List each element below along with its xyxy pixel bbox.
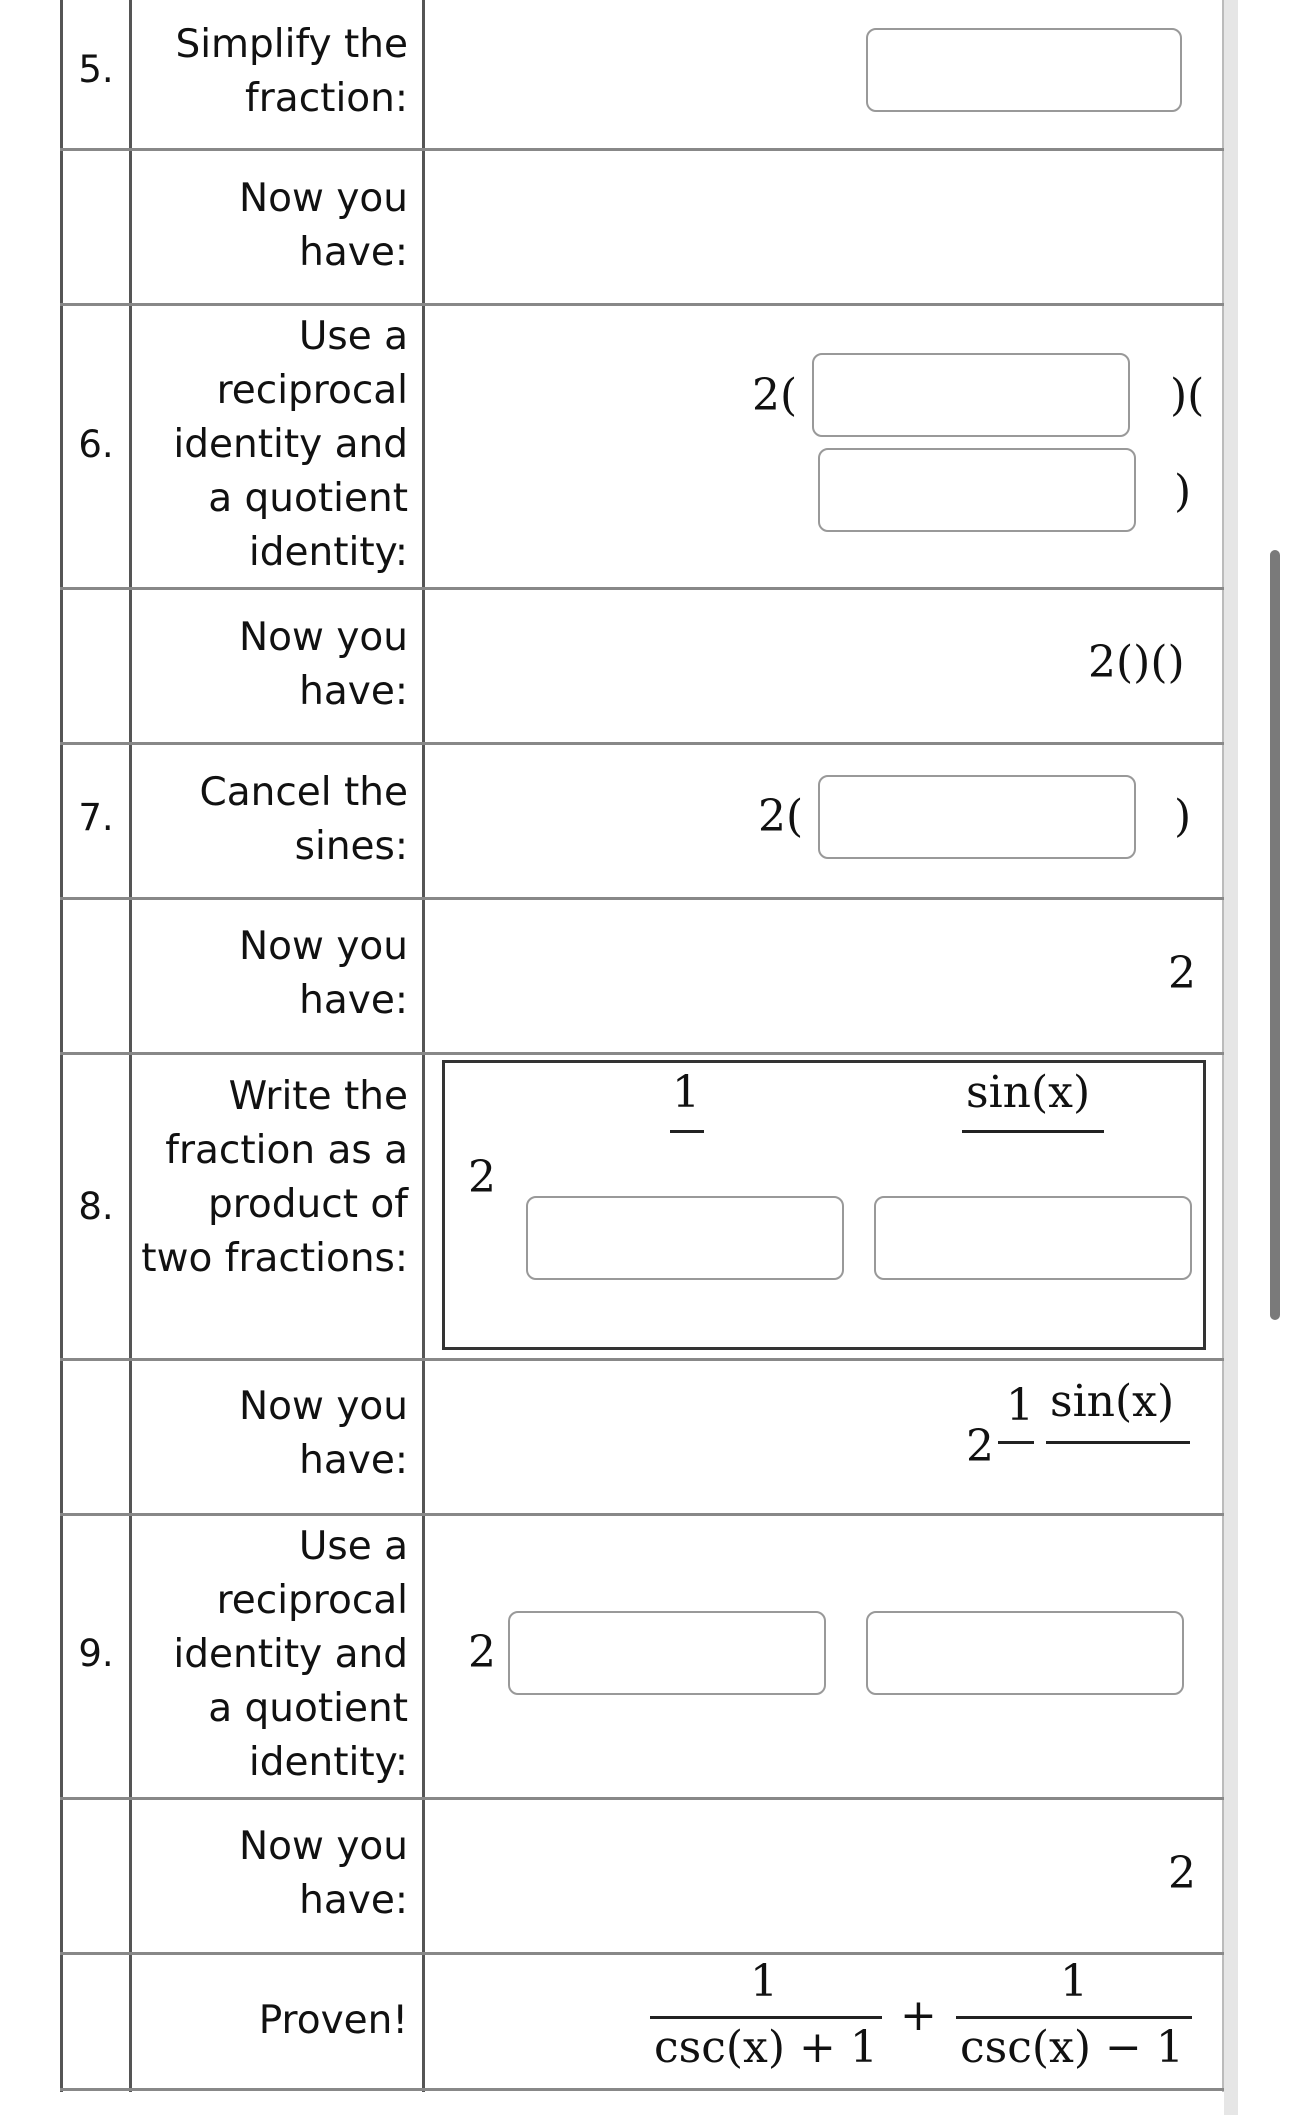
scrollbar-thumb[interactable]: [1270, 550, 1280, 1320]
row-divider: [60, 1358, 1228, 1361]
expression-text: 2: [1168, 948, 1196, 999]
fraction-numerator: sin(x): [966, 1067, 1091, 1118]
step-label: Use a reciprocal identity and a quotient identity:: [173, 1524, 408, 1785]
answer-input[interactable]: [866, 1611, 1184, 1695]
fraction-bar: [650, 2016, 882, 2019]
row-divider: [60, 1952, 1228, 1955]
fraction-denominator: csc(x) − 1: [960, 2022, 1184, 2073]
expression-text: 2: [966, 1421, 994, 1472]
fraction-bar: [1046, 1441, 1190, 1444]
step-number: 7.: [78, 796, 114, 839]
row-divider: [60, 2088, 1228, 2091]
expression-text: 2(: [758, 791, 804, 842]
step-number: 6.: [78, 423, 114, 466]
proven-label: Proven!: [258, 1998, 408, 2043]
expression-text: ): [1174, 466, 1192, 517]
answer-input[interactable]: [812, 353, 1130, 437]
row-divider: [60, 303, 1228, 306]
answer-input[interactable]: [866, 28, 1182, 112]
row-divider: [60, 1052, 1228, 1055]
step-label: Cancel the sines:: [199, 770, 408, 869]
expression-text: 2(: [752, 370, 798, 421]
expression-text: ): [1174, 791, 1192, 842]
row-divider: [60, 587, 1228, 590]
expression-text: )(: [1170, 370, 1205, 421]
fraction-denominator: csc(x) + 1: [654, 2022, 878, 2073]
step-label: Now you have:: [239, 1824, 408, 1923]
answer-input[interactable]: [508, 1611, 826, 1695]
step-label: Use a reciprocal identity and a quotient identity:: [173, 314, 408, 575]
fraction-numerator: 1: [1060, 1956, 1088, 2007]
fraction-numerator: 1: [672, 1067, 700, 1118]
answer-input[interactable]: [818, 775, 1136, 859]
step-label: Simplify the fraction:: [175, 22, 408, 121]
fraction-bar: [956, 2016, 1192, 2019]
expression-text: 2: [468, 1627, 496, 1678]
fraction-numerator: 1: [1006, 1380, 1034, 1431]
fraction-bar: [998, 1441, 1034, 1444]
answer-input[interactable]: [818, 448, 1136, 532]
scrollbar-track: [1224, 0, 1238, 2115]
plus-sign: +: [900, 1990, 937, 2041]
col-divider-label: [422, 0, 425, 2092]
step-label: Write the fraction as a product of two fractions:: [141, 1074, 408, 1281]
step-label: Now you have:: [239, 176, 408, 275]
step-number: 5.: [78, 48, 114, 91]
row-divider: [60, 148, 1228, 151]
col-divider-number: [129, 0, 132, 2092]
step-label: Now you have:: [239, 924, 408, 1023]
step-label: Now you have:: [239, 1384, 408, 1483]
answer-input[interactable]: [526, 1196, 844, 1280]
row-divider: [60, 897, 1228, 900]
expression-text: 2: [1168, 1848, 1196, 1899]
row-divider: [60, 742, 1228, 745]
fraction-bar: [962, 1130, 1104, 1133]
expression-text: 2: [468, 1152, 496, 1203]
row-divider: [60, 1513, 1228, 1516]
step-number: 8.: [78, 1185, 114, 1228]
row-divider: [60, 1797, 1228, 1800]
step-label: Now you have:: [239, 615, 408, 714]
step-number: 9.: [78, 1632, 114, 1675]
fraction-numerator: sin(x): [1050, 1376, 1175, 1427]
fraction-numerator: 1: [750, 1956, 778, 2007]
answer-input[interactable]: [874, 1196, 1192, 1280]
fraction-bar: [670, 1130, 704, 1133]
expression-text: 2()(): [1088, 637, 1185, 688]
table-border-left: [60, 0, 63, 2092]
